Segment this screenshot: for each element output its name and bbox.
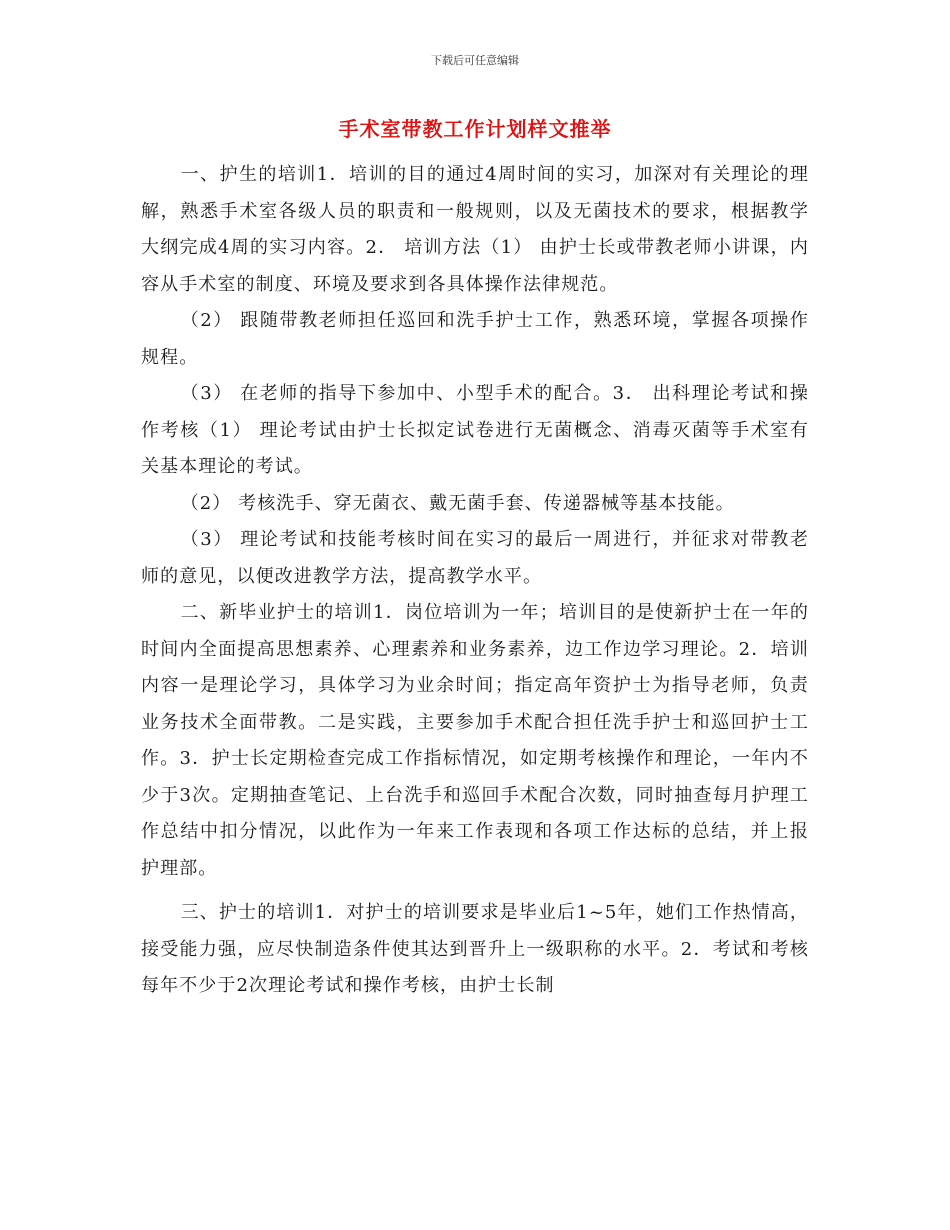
paragraph-5: （3） 理论考试和技能考核时间在实习的最后一周进行，并征求对带教老师的意见，以便改进教学方法，提高教学水平。 [141, 529, 809, 587]
paragraph-2: （2） 跟随带教老师担任巡回和洗手护士工作，熟悉环境，掌握各项操作规程。 [141, 310, 809, 368]
paragraph-1: 一、护生的培训1．培训的目的通过4周时间的实习，加深对有关理论的理解，熟悉手术室各级人员的职责和一般规则，以及无菌技术的要求，根据教学大纲完成4周的实习内容。2． 培训方法（1） 由护士长或带教老师小讲课，内容从手术室的制度、环境及要求到各具体操作法律规范。 [141, 164, 809, 295]
paragraph-6: 二、新毕业护士的培训1．岗位培训为一年；培训目的是使新护士在一年的时间内全面提高思想素养、心理素养和业务素养，边工作边学习理论。2．培训内容一是理论学习，具体学习为业余时间；指定高年资护士为指导老师，负责业务技术全面带教。二是实践，主要参加手术配合担任洗手护士和巡回护士工作。3．护士长定期检查完成工作指标情况，如定期考核操作和理论，一年内不少于3次。定期抽查笔记、上台洗手和巡回手术配合次数，同时抽查每月护理工作总结中扣分情况，以此作为一年来工作表现和各项工作达标的总结，并上报护理部。 [141, 602, 809, 879]
paragraph-3: （3） 在老师的指导下参加中、小型手术的配合。3． 出科理论考试和操作考核（1） 理论考试由护士长拟定试卷进行无菌概念、消毒灭菌等手术室有关基本理论的考试。 [141, 383, 809, 477]
document-body [141, 157, 809, 1005]
paragraph-7: 三、护士的培训1．对护士的培训要求是毕业后1~5年，她们工作热情高，接受能力强，应尽快制造条件使其达到晋升上一级职称的水平。2．考试和考核每年不少于2次理论考试和操作考核，由护士长制 [141, 902, 809, 996]
paragraph-4: （2） 考核洗手、穿无菌衣、戴无菌手套、传递器械等基本技能。 [180, 492, 735, 514]
document-title: 手术室带教工作计划样文推举 [338, 117, 612, 141]
header-note: 下载后可任意编辑 [431, 54, 519, 67]
